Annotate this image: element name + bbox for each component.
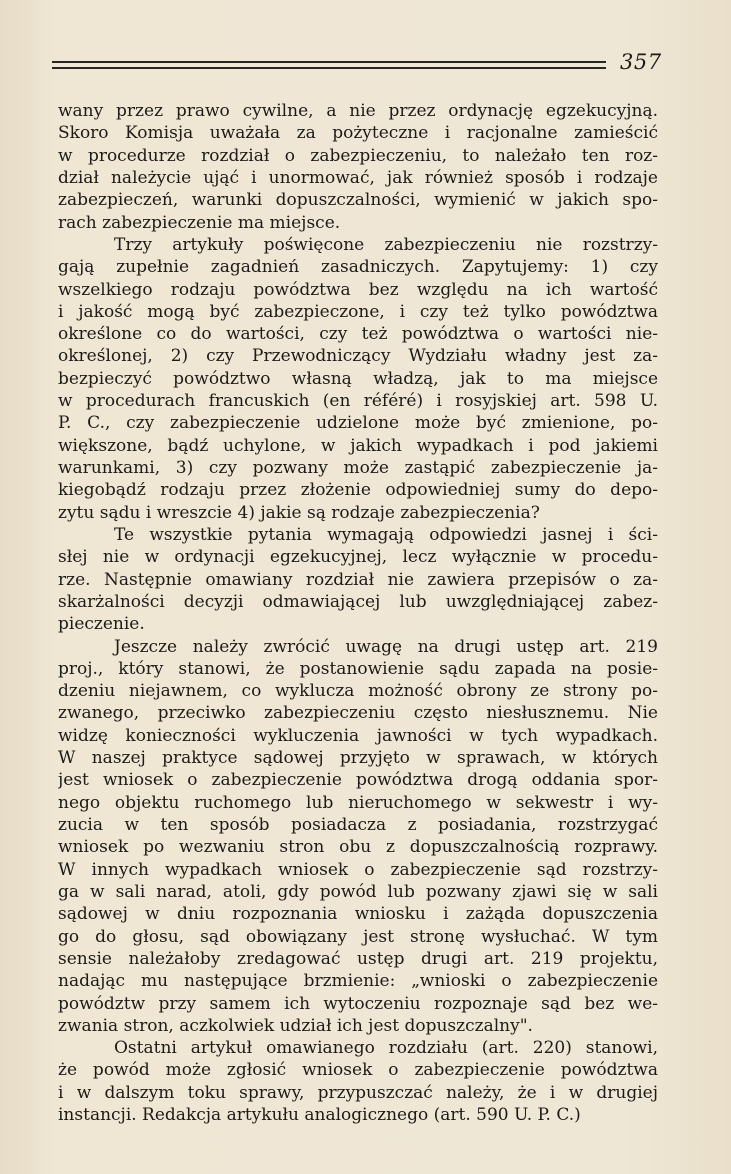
text-line: większone, bądź uchylone, w jakich wypadkach i pod jakiemi — [58, 435, 658, 456]
text-line: powództw przy samem ich wytoczeniu rozpoznaje sąd bez we- — [58, 993, 658, 1014]
text-line: w procedurach francuskich (en référé) i rosyjskiej art. 598 U. — [58, 391, 658, 412]
text-line: W innych wypadkach wniosek o zabezpieczenie sąd rozstrzy- — [58, 859, 658, 880]
text-line: Skoro Komisja uważała za pożyteczne i racjonalne zamieścić — [58, 123, 658, 144]
text-line: określone co do wartości, czy też powództwa o wartości nie- — [58, 324, 658, 345]
page-number: 357 — [620, 50, 662, 74]
text-line: W naszej praktyce sądowej przyjęto w sprawach, w których — [58, 748, 658, 769]
paragraph — [58, 234, 658, 524]
text-line: i jakość mogą być zabezpieczone, i czy też tylko powództwa — [58, 301, 658, 322]
text-line: Trzy artykuły poświęcone zabezpieczeniu nie rozstrzy- — [114, 234, 658, 255]
text-line: go do głosu, sąd obowiązany jest stronę wysłuchać. W tym — [58, 926, 658, 947]
text-line: wany przez prawo cywilne, a nie przez ordynację egzekucyjną. — [58, 101, 658, 121]
paragraph — [58, 100, 658, 234]
text-line: nego objektu ruchomego lub nieruchomego w sekwestr i wy- — [58, 792, 658, 813]
text-line: dzeniu niejawnem, co wyklucza możność obrony ze strony po- — [58, 681, 658, 702]
text-line: zabezpieczeń, warunki dopuszczalności, wymienić w jakich spo- — [58, 190, 658, 211]
text-line: warunkami, 3) czy pozwany może zastąpić zabezpieczenie ja- — [58, 458, 658, 478]
paragraph — [58, 524, 658, 636]
text-line: określonej, 2) czy Przewodniczący Wydziału władny jest za- — [58, 346, 658, 367]
text-line: kiegobądź rodzaju przez złożenie odpowiedniej sumy do depo- — [58, 480, 658, 501]
text-line: sądowej w dniu rozpoznania wniosku i zażąda dopuszczenia — [58, 904, 658, 925]
text-line: Te wszystkie pytania wymagają odpowiedzi jasnej i ści- — [114, 524, 658, 545]
text-line: sensie należałoby zredagować ustęp drugi art. 219 projektu, — [58, 948, 658, 969]
text-line: wniosek po wezwaniu stron obu z dopuszczalnością rozprawy. — [58, 837, 658, 858]
text-line: pieczenie. — [58, 614, 145, 635]
text-line: skarżalności decyzji odmawiającej lub uwzględniającej zabez- — [58, 591, 658, 612]
text-line: rze. Następnie omawiany rozdział nie zawiera przepisów o za- — [58, 569, 658, 590]
paragraph — [58, 636, 658, 1038]
text-line: i w dalszym toku sprawy, przypuszczać należy, że i w drugiej — [58, 1082, 658, 1103]
text-line: bezpieczyć powództwo własną władzą, jak to ma miejsce — [58, 368, 658, 389]
text-line: rach zabezpieczenie ma miejsce. — [58, 212, 341, 233]
text-line: proj., który stanowi, że postanowienie sądu zapada na posie- — [58, 658, 658, 679]
paragraph — [58, 1037, 658, 1126]
text-line: jest wniosek o zabezpieczenie powództwa drogą oddania spor- — [58, 770, 658, 791]
text-line: zucia w ten sposób posiadacza z posiadania, rozstrzygać — [58, 815, 658, 835]
text-line: P. C., czy zabezpieczenie udzielone może być zmienione, po- — [58, 413, 658, 434]
text-line: że powód może zgłosić wniosek o zabezpieczenie powództwa — [58, 1060, 658, 1081]
text-line: zwania stron, aczkolwiek udział ich jest dopuszczalny". — [58, 1015, 533, 1036]
text-line: gają zupełnie zagadnień zasadniczych. Zapytujemy: 1) czy — [58, 257, 658, 278]
text-line: zwanego, przeciwko zabezpieczeniu często niesłusznemu. Nie — [58, 703, 658, 724]
text-line: wszelkiego rodzaju powództwa bez względu na ich wartość — [58, 279, 658, 300]
text-line: instancji. Redakcja artykułu analogicznego (art. 590 U. P. C.) — [58, 1105, 581, 1126]
text-line: słej nie w ordynacji egzekucyjnej, lecz wyłącznie w procedu- — [58, 547, 658, 568]
text-line: Ostatni artykuł omawianego rozdziału (art. 220) stanowi, — [114, 1038, 658, 1059]
body-text — [58, 100, 658, 1126]
text-line: widzę konieczności wykluczenia jawności w tych wypadkach. — [58, 725, 658, 746]
header-double-rule — [52, 61, 606, 73]
text-line: ga w sali narad, atoli, gdy powód lub pozwany zjawi się w sali — [58, 881, 658, 902]
text-line: dział należycie ująć i unormować, jak również sposób i rodzaje — [58, 167, 658, 188]
text-line: nadając mu następujące brzmienie: „wnioski o zabezpieczenie — [58, 971, 658, 992]
text-line: w procedurze rozdział o zabezpieczeniu, to należało ten roz- — [58, 145, 658, 166]
text-line: zytu sądu i wreszcie 4) jakie są rodzaje zabezpieczenia? — [58, 502, 540, 523]
text-line: Jeszcze należy zwrócić uwagę na drugi ustęp art. 219 — [114, 636, 658, 657]
